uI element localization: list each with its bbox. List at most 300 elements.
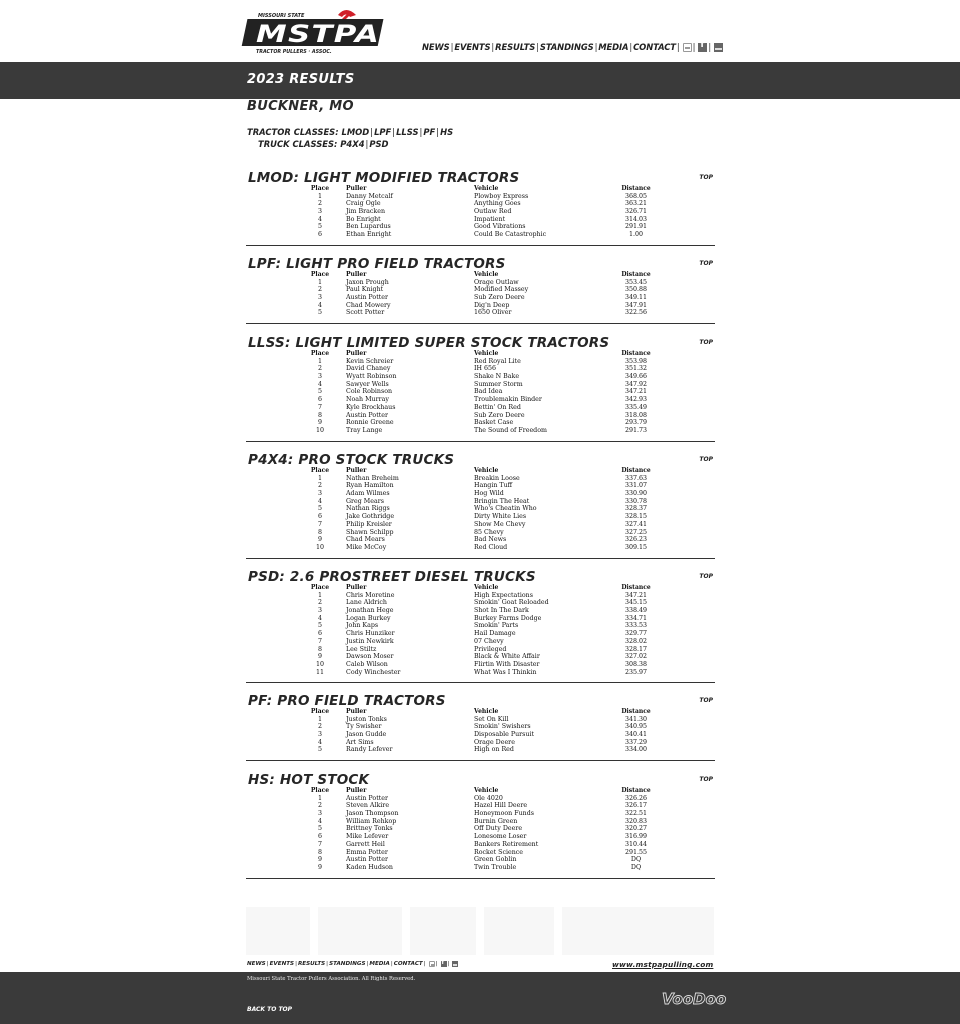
place-cell: 3 bbox=[317, 294, 322, 302]
svg-text:MISSOURI STATE: MISSOURI STATE bbox=[258, 13, 305, 19]
table-row bbox=[246, 669, 715, 677]
puller-cell: Dawson Moser bbox=[346, 653, 394, 661]
column-header-place: Place bbox=[310, 350, 330, 357]
class-link-p4x4[interactable]: P4X4 bbox=[340, 139, 365, 149]
page-title: 2023 RESULTS bbox=[247, 72, 355, 87]
distance-cell: 291.73 bbox=[624, 426, 648, 434]
puller-cell: Ben Lupardus bbox=[346, 223, 391, 231]
table-row bbox=[246, 802, 715, 810]
distance-cell: 328.02 bbox=[624, 637, 648, 645]
table-row bbox=[246, 498, 715, 506]
facebook-icon[interactable] bbox=[698, 43, 707, 52]
section-title: PSD: 2.6 PROSTREET DIESEL TRUCKS bbox=[248, 569, 536, 585]
distance-cell: 368.05 bbox=[624, 192, 648, 200]
distance-cell: 291.55 bbox=[624, 848, 648, 856]
svg-text:TRACTOR PULLERS · ASSOC.: TRACTOR PULLERS · ASSOC. bbox=[256, 50, 332, 55]
table-row bbox=[246, 529, 715, 537]
table-row bbox=[246, 388, 715, 396]
distance-cell: 235.97 bbox=[624, 668, 648, 676]
column-header-vehicle: Vehicle bbox=[474, 271, 499, 278]
table-row bbox=[246, 419, 715, 427]
table-row bbox=[246, 513, 715, 521]
vehicle-cell: Could Be Catastrophic bbox=[474, 231, 547, 239]
place-cell: 8 bbox=[317, 528, 322, 536]
table-row bbox=[246, 864, 715, 872]
vehicle-cell: Lonesome Loser bbox=[474, 833, 527, 841]
distance-cell: 322.51 bbox=[624, 810, 648, 818]
place-cell: 7 bbox=[317, 637, 322, 645]
section-title: PF: PRO FIELD TRACTORS bbox=[248, 693, 446, 709]
table-row bbox=[246, 622, 715, 630]
place-cell: 4 bbox=[317, 301, 322, 309]
table-row bbox=[246, 521, 715, 529]
table-row bbox=[246, 810, 715, 818]
distance-cell: 353.45 bbox=[624, 278, 648, 286]
copyright-text: Missouri State Tractor Pullers Association. All Rights Reserved. bbox=[247, 976, 416, 982]
vehicle-cell: Honeymoon Funds bbox=[474, 810, 534, 818]
place-cell: 7 bbox=[317, 840, 322, 848]
place-cell: 3 bbox=[317, 373, 322, 381]
puller-cell: Jason Gudde bbox=[346, 731, 387, 739]
nav-events[interactable]: EVENTS bbox=[454, 42, 491, 52]
table-row bbox=[246, 223, 715, 231]
puller-cell: Bo Enright bbox=[346, 215, 381, 223]
puller-cell: Austin Potter bbox=[346, 411, 389, 419]
table-row bbox=[246, 795, 715, 803]
table-row bbox=[246, 427, 715, 435]
vehicle-cell: Shake N Bake bbox=[474, 373, 520, 381]
vehicle-cell: Red Royal Lite bbox=[474, 357, 521, 365]
class-link-lmod[interactable]: LMOD bbox=[341, 127, 370, 137]
column-header-place: Place bbox=[310, 185, 330, 192]
class-link-hs[interactable]: HS bbox=[440, 127, 454, 137]
puller-cell: Adam Wilmes bbox=[346, 490, 390, 498]
event-location: BUCKNER, MO bbox=[247, 99, 354, 114]
place-cell: 4 bbox=[317, 215, 322, 223]
vehicle-cell: 07 Chevy bbox=[474, 637, 504, 645]
vehicle-cell: Bad News bbox=[474, 536, 507, 544]
vehicle-cell: Plowboy Express bbox=[474, 192, 529, 200]
column-header-distance: Distance bbox=[621, 584, 651, 591]
distance-cell: 1.00 bbox=[628, 231, 644, 239]
results-table bbox=[246, 708, 715, 754]
puller-cell: Ryan Hamilton bbox=[346, 482, 394, 490]
puller-cell: Mike McCoy bbox=[346, 543, 387, 551]
distance-cell: 347.21 bbox=[624, 388, 648, 396]
column-header-puller: Puller bbox=[346, 185, 367, 192]
table-row bbox=[246, 404, 715, 412]
column-header-place: Place bbox=[310, 584, 330, 591]
column-header-place: Place bbox=[310, 787, 330, 794]
distance-cell: 309.15 bbox=[624, 543, 648, 551]
sponsor-slot bbox=[410, 907, 476, 955]
place-cell: 5 bbox=[317, 388, 322, 396]
table-row bbox=[246, 381, 715, 389]
table-row bbox=[246, 216, 715, 224]
vehicle-cell: Dirty White Lies bbox=[474, 513, 527, 521]
top-link[interactable]: TOP bbox=[699, 260, 713, 267]
place-cell: 9 bbox=[317, 653, 322, 661]
puller-cell: Tray Lange bbox=[346, 426, 383, 434]
puller-cell: Jim Bracken bbox=[346, 208, 386, 216]
vehicle-cell: Hangin Tuff bbox=[474, 482, 513, 490]
puller-cell: Nathan Riggs bbox=[346, 505, 390, 513]
vehicle-cell: Smokin' Goat Reloaded bbox=[474, 599, 549, 607]
section-title: HS: HOT STOCK bbox=[248, 772, 370, 788]
column-header-vehicle: Vehicle bbox=[474, 787, 499, 794]
column-header-vehicle: Vehicle bbox=[474, 350, 499, 357]
nav-results[interactable]: RESULTS bbox=[495, 42, 536, 52]
distance-cell: 363.21 bbox=[624, 200, 648, 208]
puller-cell: Ty Swisher bbox=[346, 723, 382, 731]
place-cell: 7 bbox=[317, 403, 322, 411]
place-cell: 5 bbox=[317, 622, 322, 630]
section-title: LMOD: LIGHT MODIFIED TRACTORS bbox=[248, 170, 520, 186]
table-row bbox=[246, 309, 715, 317]
place-cell: 9 bbox=[317, 536, 322, 544]
place-cell: 2 bbox=[317, 802, 322, 810]
vehicle-cell: Smokin' Parts bbox=[474, 622, 519, 630]
place-cell: 6 bbox=[317, 630, 322, 638]
distance-cell: 335.49 bbox=[624, 403, 648, 411]
puller-cell: Craig Ogle bbox=[346, 200, 381, 208]
vehicle-cell: Rocket Science bbox=[474, 848, 524, 856]
table-row bbox=[246, 505, 715, 513]
distance-cell: 310.44 bbox=[624, 840, 648, 848]
table-row bbox=[246, 723, 715, 731]
table-row bbox=[246, 856, 715, 864]
nav-news[interactable]: NEWS bbox=[422, 42, 450, 52]
truck-classes-label: TRUCK CLASSES: bbox=[258, 139, 338, 149]
distance-cell: 334.71 bbox=[624, 614, 648, 622]
puller-cell: Garrett Heil bbox=[346, 840, 385, 848]
vehicle-cell: Good Vibrations bbox=[474, 223, 526, 231]
class-index: TRACTOR CLASSES: LMOD|LPF|LLSS|PF|HS TRUCK CLASSES: P4X4|PSD bbox=[247, 127, 454, 149]
footer-nav-results[interactable]: RESULTS bbox=[297, 961, 326, 967]
vehicle-cell: Bettin' On Red bbox=[474, 403, 521, 411]
footer-nav-media[interactable]: MEDIA bbox=[369, 961, 390, 967]
place-cell: 6 bbox=[317, 231, 322, 239]
table-row bbox=[246, 661, 715, 669]
top-link[interactable]: TOP bbox=[699, 573, 713, 580]
place-cell: 4 bbox=[317, 817, 322, 825]
table-row bbox=[246, 630, 715, 638]
sponsor-slot bbox=[318, 907, 402, 955]
place-cell: 1 bbox=[317, 357, 322, 365]
results-table bbox=[246, 467, 715, 552]
column-header-place: Place bbox=[310, 708, 330, 715]
column-header-distance: Distance bbox=[621, 271, 651, 278]
back-to-top-link[interactable]: BACK TO TOP bbox=[247, 1006, 293, 1013]
place-cell: 2 bbox=[317, 723, 322, 731]
table-row bbox=[246, 818, 715, 826]
twitter-icon[interactable] bbox=[429, 961, 435, 967]
nav-contact[interactable]: CONTACT bbox=[633, 42, 676, 52]
distance-cell: 330.78 bbox=[624, 497, 648, 505]
distance-cell: 326.17 bbox=[624, 802, 648, 810]
place-cell: 2 bbox=[317, 365, 322, 373]
puller-cell: Jonathan Hege bbox=[346, 607, 394, 615]
vehicle-cell: High on Red bbox=[474, 746, 514, 754]
place-cell: 9 bbox=[317, 419, 322, 427]
table-row bbox=[246, 294, 715, 302]
place-cell: 4 bbox=[317, 380, 322, 388]
section-divider bbox=[246, 760, 715, 761]
top-link[interactable]: TOP bbox=[699, 697, 713, 704]
vehicle-cell: Anything Goes bbox=[474, 200, 521, 208]
place-cell: 4 bbox=[317, 497, 322, 505]
distance-cell: 328.15 bbox=[624, 513, 648, 521]
youtube-icon[interactable] bbox=[714, 43, 723, 52]
vehicle-cell: Twin Trouble bbox=[474, 863, 517, 871]
sponsor-slot bbox=[246, 907, 310, 955]
footer-nav-events[interactable]: EVENTS bbox=[269, 961, 295, 967]
puller-cell: Chad Mowery bbox=[346, 301, 391, 309]
main-nav: NEWS | EVENTS | RESULTS | STANDINGS | MEDIA | CONTACT | | f | bbox=[422, 42, 723, 52]
table-row bbox=[246, 358, 715, 366]
section-divider bbox=[246, 878, 715, 879]
column-header-place: Place bbox=[310, 467, 330, 474]
class-link-pf[interactable]: PF bbox=[423, 127, 436, 137]
footer-nav-news[interactable]: NEWS bbox=[247, 961, 266, 967]
place-cell: 2 bbox=[317, 482, 322, 490]
footer-band bbox=[0, 972, 960, 1024]
puller-cell: Emma Potter bbox=[346, 848, 388, 856]
table-row bbox=[246, 592, 715, 600]
distance-cell: 338.49 bbox=[624, 607, 648, 615]
distance-cell: 328.17 bbox=[624, 645, 648, 653]
distance-cell: 351.32 bbox=[624, 365, 648, 373]
puller-cell: Lee Stiltz bbox=[346, 645, 377, 653]
results-table bbox=[246, 584, 715, 676]
results-table bbox=[246, 787, 715, 872]
results-table bbox=[246, 185, 715, 239]
puller-cell: Kyle Brockhaus bbox=[346, 403, 396, 411]
results-table bbox=[246, 350, 715, 435]
vehicle-cell: Hog Wild bbox=[474, 490, 504, 498]
place-cell: 2 bbox=[317, 599, 322, 607]
site-url-link[interactable]: www.mstpapulling.com bbox=[612, 960, 714, 969]
puller-cell: Logan Burkey bbox=[346, 614, 391, 622]
place-cell: 11 bbox=[315, 668, 324, 676]
top-link[interactable]: TOP bbox=[699, 456, 713, 463]
puller-cell: Kevin Schreier bbox=[346, 357, 394, 365]
class-link-llss[interactable]: LLSS bbox=[396, 127, 419, 137]
vehicle-cell: High Expectations bbox=[474, 591, 533, 599]
distance-cell: 331.07 bbox=[624, 482, 648, 490]
table-row bbox=[246, 208, 715, 216]
twitter-icon[interactable] bbox=[683, 43, 692, 52]
place-cell: 5 bbox=[317, 505, 322, 513]
table-row bbox=[246, 599, 715, 607]
place-cell: 1 bbox=[317, 474, 322, 482]
place-cell: 1 bbox=[317, 192, 322, 200]
vehicle-cell: Bringin The Heat bbox=[474, 497, 530, 505]
place-cell: 8 bbox=[317, 848, 322, 856]
table-row bbox=[246, 536, 715, 544]
vehicle-cell: Modified Massey bbox=[474, 286, 529, 294]
vehicle-cell: Show Me Chevy bbox=[474, 520, 526, 528]
place-cell: 6 bbox=[317, 833, 322, 841]
place-cell: 10 bbox=[315, 426, 324, 434]
vehicle-cell: Who's Cheatin Who bbox=[474, 505, 537, 513]
place-cell: 3 bbox=[317, 208, 322, 216]
section-divider bbox=[246, 245, 715, 246]
puller-cell: Austin Potter bbox=[346, 856, 389, 864]
table-row bbox=[246, 475, 715, 483]
place-cell: 8 bbox=[317, 411, 322, 419]
facebook-icon[interactable] bbox=[441, 961, 447, 967]
vehicle-cell: Summer Storm bbox=[474, 380, 523, 388]
distance-cell: 349.11 bbox=[624, 294, 648, 302]
puller-cell: Cole Robinson bbox=[346, 388, 393, 396]
column-header-distance: Distance bbox=[621, 708, 651, 715]
distance-cell: 322.56 bbox=[624, 309, 648, 317]
table-header-row bbox=[246, 185, 715, 193]
vehicle-cell: Sub Zero Deere bbox=[474, 411, 525, 419]
column-header-distance: Distance bbox=[621, 350, 651, 357]
column-header-puller: Puller bbox=[346, 584, 367, 591]
voodoo-designer-logo[interactable] bbox=[660, 987, 727, 1009]
vehicle-cell: Bad Idea bbox=[474, 388, 503, 396]
distance-cell: 314.03 bbox=[624, 215, 648, 223]
distance-cell: 326.71 bbox=[624, 208, 648, 216]
footer-nav-standings[interactable]: STANDINGS bbox=[329, 961, 366, 967]
vehicle-cell: Privileged bbox=[474, 645, 507, 653]
table-row bbox=[246, 544, 715, 552]
vehicle-cell: Basket Case bbox=[474, 419, 514, 427]
vehicle-cell: Set On Kill bbox=[474, 715, 509, 723]
distance-cell: 320.27 bbox=[624, 825, 648, 833]
puller-cell: Justin Newkirk bbox=[346, 637, 394, 645]
distance-cell: 316.99 bbox=[624, 833, 648, 841]
distance-cell: 353.98 bbox=[624, 357, 648, 365]
section-divider bbox=[246, 558, 715, 559]
puller-cell: Jake Gothridge bbox=[346, 513, 395, 521]
vehicle-cell: Burnin Green bbox=[474, 817, 518, 825]
footer-nav-contact[interactable]: CONTACT bbox=[393, 961, 423, 967]
distance-cell: 327.02 bbox=[624, 653, 648, 661]
table-row bbox=[246, 412, 715, 420]
distance-cell: 327.41 bbox=[624, 520, 648, 528]
table-row bbox=[246, 482, 715, 490]
column-header-place: Place bbox=[310, 271, 330, 278]
section-divider bbox=[246, 323, 715, 324]
section-title: P4X4: PRO STOCK TRUCKS bbox=[248, 452, 455, 468]
puller-cell: Lane Aldrich bbox=[346, 599, 387, 607]
top-link[interactable]: TOP bbox=[699, 174, 713, 181]
vehicle-cell: The Sound of Freedom bbox=[474, 426, 547, 434]
column-header-distance: Distance bbox=[621, 467, 651, 474]
table-row bbox=[246, 615, 715, 623]
puller-cell: Ronnie Greene bbox=[346, 419, 394, 427]
top-link[interactable]: TOP bbox=[699, 339, 713, 346]
distance-cell: 308.38 bbox=[624, 660, 648, 668]
column-header-distance: Distance bbox=[621, 787, 651, 794]
puller-cell: Paul Knight bbox=[346, 286, 384, 294]
distance-cell: 350.88 bbox=[624, 286, 648, 294]
distance-cell: 293.79 bbox=[624, 419, 648, 427]
distance-cell: 334.00 bbox=[624, 746, 648, 754]
table-row bbox=[246, 200, 715, 208]
place-cell: 5 bbox=[317, 223, 322, 231]
nav-media[interactable]: MEDIA bbox=[598, 42, 629, 52]
puller-cell: Chris Hunziker bbox=[346, 630, 395, 638]
vehicle-cell: IH 656 bbox=[474, 365, 496, 373]
table-row bbox=[246, 286, 715, 294]
table-row bbox=[246, 302, 715, 310]
place-cell: 1 bbox=[317, 591, 322, 599]
place-cell: 10 bbox=[315, 660, 324, 668]
class-link-psd[interactable]: PSD bbox=[369, 139, 389, 149]
table-row bbox=[246, 739, 715, 747]
distance-cell: 318.08 bbox=[624, 411, 648, 419]
table-row bbox=[246, 365, 715, 373]
puller-cell: Wyatt Robinson bbox=[346, 373, 397, 381]
place-cell: 2 bbox=[317, 200, 322, 208]
table-row bbox=[246, 279, 715, 287]
puller-cell: Sawyer Wells bbox=[346, 380, 389, 388]
vehicle-cell: Dig'n Deep bbox=[474, 301, 510, 309]
puller-cell: Kaden Hudson bbox=[346, 863, 393, 871]
place-cell: 8 bbox=[317, 645, 322, 653]
vehicle-cell: Breakin Loose bbox=[474, 474, 520, 482]
distance-cell: 333.53 bbox=[624, 622, 648, 630]
section-divider bbox=[246, 441, 715, 442]
distance-cell: 328.37 bbox=[624, 505, 648, 513]
distance-cell: 326.23 bbox=[624, 536, 648, 544]
table-header-row bbox=[246, 787, 715, 795]
table-row bbox=[246, 849, 715, 857]
table-row bbox=[246, 646, 715, 654]
puller-cell: Brittney Tonks bbox=[346, 825, 393, 833]
mstpa-logo[interactable] bbox=[246, 7, 388, 57]
puller-cell: Jason Thompson bbox=[346, 810, 399, 818]
top-link[interactable]: TOP bbox=[699, 776, 713, 783]
vehicle-cell: Green Goblin bbox=[474, 856, 517, 864]
column-header-puller: Puller bbox=[346, 350, 367, 357]
puller-cell: Greg Mears bbox=[346, 497, 384, 505]
table-row bbox=[246, 841, 715, 849]
place-cell: 1 bbox=[317, 278, 322, 286]
distance-cell: 349.66 bbox=[624, 373, 648, 381]
puller-cell: Cody Winchester bbox=[346, 668, 401, 676]
table-row bbox=[246, 638, 715, 646]
vehicle-cell: Troublemakin Binder bbox=[474, 396, 542, 404]
table-header-row bbox=[246, 584, 715, 592]
puller-cell: Chad Mears bbox=[346, 536, 385, 544]
table-header-row bbox=[246, 708, 715, 716]
puller-cell: Scott Potter bbox=[346, 309, 385, 317]
place-cell: 5 bbox=[317, 825, 322, 833]
footer-nav: NEWS | EVENTS | RESULTS | STANDINGS | MEDIA | CONTACT | | f | bbox=[247, 961, 458, 967]
table-row bbox=[246, 746, 715, 754]
puller-cell: Shawn Schilpp bbox=[346, 528, 394, 536]
place-cell: 3 bbox=[317, 490, 322, 498]
vehicle-cell: Smokin' Swishers bbox=[474, 723, 531, 731]
youtube-icon[interactable] bbox=[452, 961, 458, 967]
nav-standings[interactable]: STANDINGS bbox=[539, 42, 594, 52]
class-link-lpf[interactable]: LPF bbox=[374, 127, 392, 137]
place-cell: 4 bbox=[317, 614, 322, 622]
puller-cell: Randy Lefever bbox=[346, 746, 393, 754]
results-table bbox=[246, 271, 715, 317]
distance-cell: 347.91 bbox=[624, 301, 648, 309]
vehicle-cell: Orage Deere bbox=[474, 738, 515, 746]
place-cell: 9 bbox=[317, 863, 322, 871]
vehicle-cell: Bankers Retirement bbox=[474, 840, 539, 848]
table-row bbox=[246, 607, 715, 615]
